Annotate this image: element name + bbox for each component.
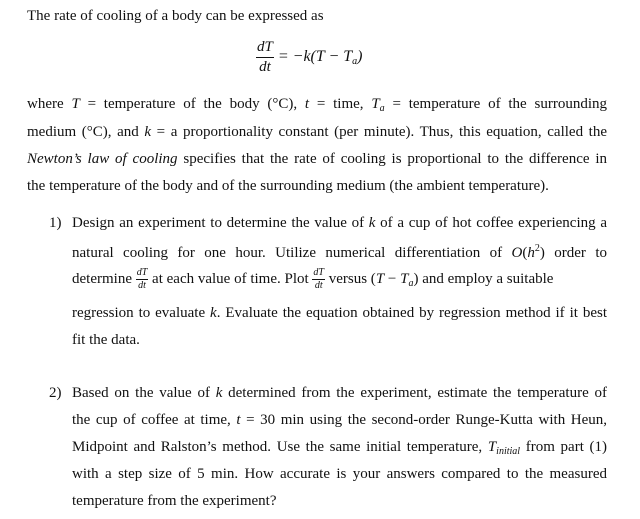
question-1-marker: 1) [49, 215, 62, 231]
question-1-line-4: regression to evaluate k. Evaluate the equation obtained by regression method if it best [72, 305, 607, 321]
question-2-line-2: the cup of coffee at time, t = 30 min using the second-order Runge-Kutta with Heun, [72, 412, 608, 428]
dT-dt-fraction-1: $\frac{dT}{dt}$ [136, 267, 148, 291]
intro-line: The rate of cooling of a body can be expressed as [27, 8, 324, 24]
question-1-line-5: fit the data. [72, 332, 140, 348]
equation-rhs: = $-k(T - T_a)$ [277, 48, 363, 68]
intro-paragraph-line-1: where T = temperature of the body (°C), t = time, $T_a$ = temperature of the surrounding [27, 96, 607, 114]
equation-fraction: $\frac{dT}{dt}$ [257, 39, 273, 75]
intro-paragraph-line-4: the temperature of the body and of the surrounding medium (the ambient temperature). [27, 178, 549, 194]
intro-paragraph-line-3: Newton’s law of cooling specifies that the rate of cooling is proportional to the difference in [27, 151, 607, 167]
question-2-line-5: temperature from the experiment? [72, 493, 277, 509]
dT-dt-fraction-2: $\frac{dT}{dt}$ [313, 267, 324, 291]
question-2-marker: 2) [49, 385, 62, 401]
question-2-line-4: with a step size of 5 min. How accurate is your answers compared to the measured [72, 466, 607, 482]
question-2-line-3: Midpoint and Ralston’s method. Use the same initial temperature, $T_{initial}$ from part (1) [72, 439, 608, 457]
question-1-line-1: Design an experiment to determine the value of k of a cup of hot coffee experiencing a [72, 215, 607, 231]
question-1-line-3: determine $\frac{dT}{dt}$ at each value of time. Plot $\frac{dT}{dt}$ versus $(T - T_a)$ and employ a suitable [72, 267, 554, 291]
intro-paragraph-line-2: medium (°C), and k = a proportionality constant (per minute). Thus, this equation, called the [27, 124, 607, 140]
question-2-line-1: Based on the value of k determined from the experiment, estimate the temperature of [72, 385, 607, 401]
cooling-equation [256, 40, 363, 75]
question-1-line-2: natural cooling for one hour. Utilize numerical differentiation of $O(h^2)$ order to [72, 243, 607, 261]
newtons-law-term: Newton’s law of cooling [27, 151, 178, 167]
